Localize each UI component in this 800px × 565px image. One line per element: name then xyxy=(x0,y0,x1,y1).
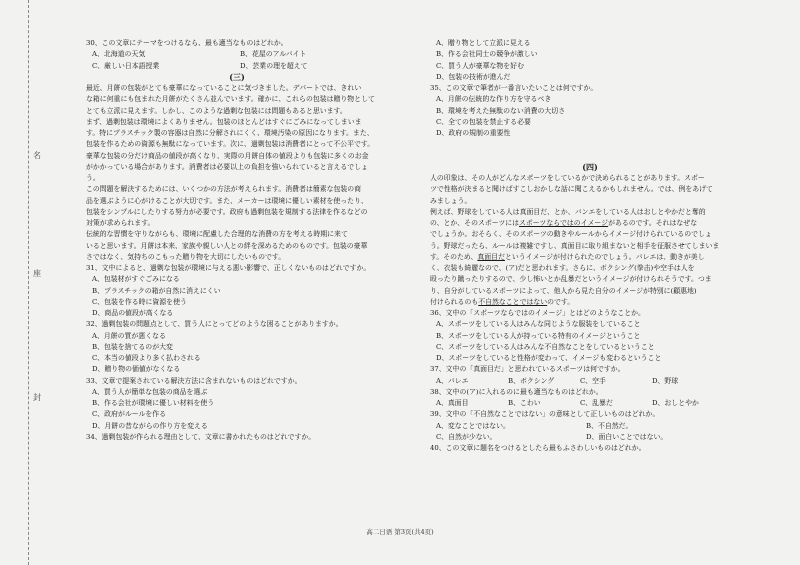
passage-line xyxy=(430,297,750,308)
option: B、包装を捨てるのが大変 xyxy=(92,342,173,351)
question-35: 35、この文章で筆者が一番言いたいことは何ですか。 xyxy=(430,84,598,92)
option: C、買う人が豪華な物を好む xyxy=(436,61,524,70)
option: C、空手 xyxy=(580,376,606,385)
passage-text: があるのです。それはなぜな xyxy=(608,219,698,227)
binding-mark: 封 xyxy=(33,393,41,402)
option: D、政府の規制の重要性 xyxy=(436,129,511,137)
question-39: 39、文中の「不自然なことではない」の意味として正しいものはどれか。 xyxy=(430,410,660,419)
option: A、買う人が簡単な包装の商品を選ぶ xyxy=(92,387,208,396)
passage-line: とても立派に見えます。しかし、このような過剰な包装には問題もあると思います。 xyxy=(86,106,347,115)
question-31: 31、文中によると、過剰な包装が環境に与える悪い影響で、正しくないものはどれですか。 xyxy=(86,264,371,272)
option: C、包装を作る時に資源を使う xyxy=(92,297,187,306)
passage-line: ツで性格が決まると聞けばすこしおかしな話に聞こえるかもしれません。では、例をあげて xyxy=(430,185,713,194)
option: A、変なことではない。 xyxy=(436,421,510,430)
passage-line: 品を選ぶように心がけることが大切です。また、メーカーは環境に優しい素材を使ったり、 xyxy=(86,196,368,205)
option: B、不自然だ。 xyxy=(586,421,633,430)
passage-line: でしょうか。おそらく、そのスポーツの動きやルールからイメージ付けられているのでしょ xyxy=(430,230,712,239)
underlined-phrase: スポーツならではのイメージ xyxy=(519,219,609,227)
passage-line: 例えば、野球をしている人は真面目だ、とか、バンエをしている人はおしとやかだと奪的 xyxy=(430,207,706,216)
option: A、月餅の質が悪くなる xyxy=(92,331,166,340)
question-36: 36、文中の「スポーツならではのイメージ」とはどのようなことか。 xyxy=(430,309,645,317)
option: B、プラスチックの箱が自然に消えにくい xyxy=(92,286,221,295)
passage-line: この問題を解決するためには、いくつかの方法が考えられます。消費者は簡素な包装の商 xyxy=(86,185,362,194)
passage-text: の、とか、そのスポーツには xyxy=(430,219,520,227)
left-column xyxy=(86,38,388,443)
option: A、月餅の伝統的な作り方を守るべき xyxy=(436,95,552,104)
options-row xyxy=(86,61,388,72)
question-37: 37、文中の「真面目だ」と思われているスポーツは何ですか。 xyxy=(430,365,625,374)
passage-line: みましょう。 xyxy=(430,196,472,205)
option: B、こわい xyxy=(508,399,541,407)
question-33: 33、文章で提案されている解決方法に含まれないものはどれですか。 xyxy=(86,376,302,385)
option: B、花屋のアルバイト xyxy=(240,50,307,59)
passage-line: う。 xyxy=(86,174,100,182)
passage-line: 豪華な包装の分だけ商品の値段が高くなり、実際の月餅自体の値段よりも包装に多くのお金 xyxy=(86,151,369,160)
options-row xyxy=(430,398,750,409)
binding-line xyxy=(28,0,30,565)
binding-mark: 座 xyxy=(33,269,41,278)
option: B、作る会社が環境に優しい材料を使う xyxy=(92,399,215,407)
option: D、面白いことではない。 xyxy=(586,432,668,441)
option: B、ボクシング xyxy=(508,376,555,385)
passage-text: す。そのため、 xyxy=(430,252,478,261)
option: D、野球 xyxy=(652,376,679,385)
passage-line: 包装をシンプルにしたりする努力が必要です。政府も過剰包装を規制する法律を作るなどの xyxy=(86,207,368,216)
question-32: 32、過剰包装の問題点として、買う人にとってどのような困ることがありますか。 xyxy=(86,320,343,329)
options-row xyxy=(430,421,750,432)
spacer xyxy=(430,139,750,150)
passage-text: というイメージが付けられたのでしょう。バレエは、動きが美し xyxy=(504,252,705,261)
passage-line: な箱に何重にも包まれた月餅がたくさん並んでいます。確かに、これらの包装は贈り物として xyxy=(86,95,375,104)
option: B、環境を考えた無駄のない消費の大切さ xyxy=(436,106,566,115)
passage-line: まず、過剰包装は環境によくありません。包装のほとんどはすぐにごみになってしまいま xyxy=(86,117,362,126)
page-footer: 高二日语 第3页(共4页) xyxy=(366,528,434,536)
passage-line: 人の印象は、その人がどんなスポーツをしているかで決められることがあります。スポー xyxy=(430,174,705,182)
option: D、月餅の昔ながらの作り方を変える xyxy=(92,421,208,430)
option: D、包装の技術が進んだ xyxy=(436,72,511,81)
passage-line xyxy=(430,218,750,229)
option: D、スポーツをしていると性格が変わって、イメージも変わるということ xyxy=(436,354,662,362)
option: A、バレエ xyxy=(436,376,469,385)
section-title: (四) xyxy=(582,161,598,172)
option: D、おしとやか xyxy=(652,399,699,407)
option: A、包装材がすぐごみになる xyxy=(92,275,180,284)
section-title: (三) xyxy=(229,71,245,82)
option: A、スポーツをしている人はみんな同じような服装をしていること xyxy=(436,320,641,329)
option: A、贈り物として立派に見える xyxy=(436,39,531,47)
binding-mark: 名 xyxy=(33,151,41,160)
passage-line: 包装を作るための資源も無駄になっています。次に、過剰包装は消費者にとって不公平です。 xyxy=(86,140,375,149)
question-30: 30、この文章にテーマをつけるなら、最も適当なものはどれか。 xyxy=(86,39,288,47)
option: C、自然が少ない。 xyxy=(436,432,497,441)
options-row xyxy=(430,432,750,443)
option: B、スポーツをしている人が持っている特有のイメージということ xyxy=(436,331,641,340)
option: D、芸業の理を超えて xyxy=(240,61,308,70)
option: C、厳しい日本語授業 xyxy=(92,61,160,70)
passage-line: り、自分がしているスポーツによって、他人から見た自分のイメージが特別に(顧惠地) xyxy=(430,286,697,295)
question-40: 40、この文章に題名をつけるとしたら最もふさわしいものはどれか。 xyxy=(430,444,646,452)
option: B、作る会社同士の競争が激しい xyxy=(436,50,538,59)
question-34: 34、過剰包装が作られる理由として、文章に書かれたものはどれですか。 xyxy=(86,432,316,441)
options-row xyxy=(430,376,750,387)
passage-line: いると思います。月餅は本来、家族や親しい人との絆を深めるためのものです。包装の豪華 xyxy=(86,241,368,250)
option: A、真面目 xyxy=(436,399,469,407)
underlined-phrase: 真面目だ xyxy=(477,252,505,261)
option: D、贈り物の価値がなくなる xyxy=(92,365,181,374)
option: C、本当の値段より多く払わされる xyxy=(92,354,201,362)
passage-line: 殴ったり蹴ったりするので、少し怖いとか乱暴だというイメージが付けられそうです。つま xyxy=(430,275,712,284)
passage-line: がかかっている場合があります。消費者は必要以上の負担を強いられていると言えるでしょ xyxy=(86,162,368,171)
passage-line: う。野球だったら、ルールは複雑ですし、真面目に取り組まないと相手を征服させてしまいま xyxy=(430,241,720,250)
option: C、全ての包装を禁止する必要 xyxy=(436,117,531,126)
passage-line: く、衣装も綺麗なので、(ア)だと思われます。さらに、ボクシング(拳击)や空手は人を xyxy=(430,264,695,272)
option: C、乱暴だ xyxy=(580,399,613,407)
passage-line xyxy=(430,252,750,263)
options-row xyxy=(86,49,388,60)
passage-line: 伝統的な習慣を守りながらも、環境に配慮した合理的な消費の方を考える時期に来て xyxy=(86,230,348,239)
option: C、スポーツをしている人はみんな不自然なことをしているということ xyxy=(436,342,655,351)
passage-line: 対策が求められます。 xyxy=(86,219,155,227)
passage-line: す。特にプラスチック製の容器は自然に分解されにくく、環境汚染の原因になります。また、 xyxy=(86,129,374,137)
passage-line: 最近、月餅の包装がとても豪華になっていることに気づきました。デパートでは、きれい xyxy=(86,84,362,92)
option: A、北海道の天気 xyxy=(92,50,146,59)
question-38: 38、文中の(ア)に入れるのに最も適当なものはどれか。 xyxy=(430,387,603,396)
passage-text: 付けられるのも xyxy=(430,297,479,306)
underlined-phrase: 不自然なことではない xyxy=(478,297,548,306)
option: D、商品の値段が高くなる xyxy=(92,309,174,317)
option: C、政府がルールを作る xyxy=(92,410,167,419)
spacer xyxy=(430,151,750,162)
passage-text: のです。 xyxy=(547,297,575,306)
right-column xyxy=(430,38,750,454)
passage-line: さではなく、気持ちのこもった贈り物を大切にしたいものです。 xyxy=(86,252,286,261)
